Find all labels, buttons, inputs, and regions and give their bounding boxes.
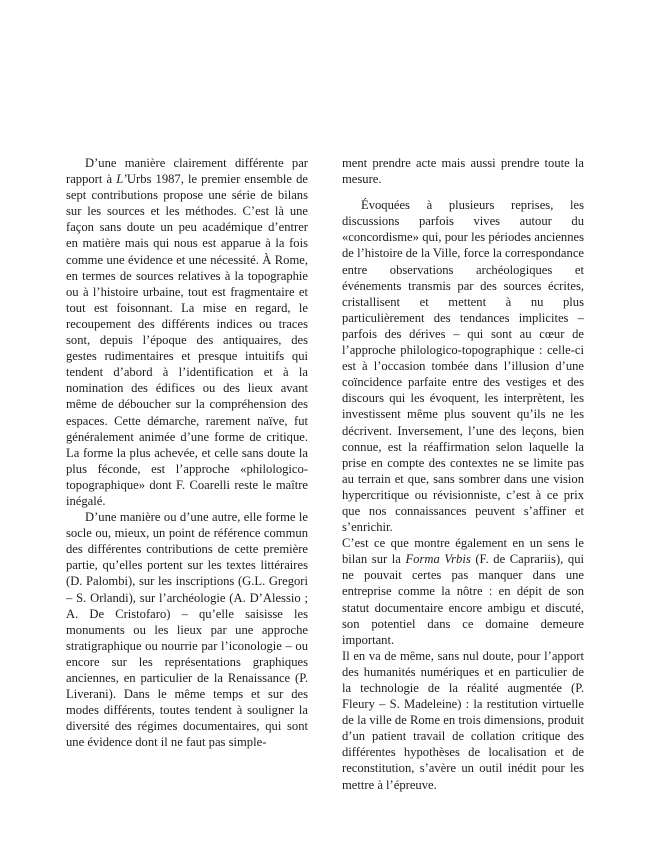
text-run: D’une manière clairement différente par rapport à [66, 156, 308, 187]
paragraph: Évoquées à plusieurs reprises, les discussions parfois vives autour du «concordisme» qui, pour les périodes anciennes de l’histoire de la Ville, force la correspondance entre observations archéologiques et événements transmis par des sources écrites, cristallisent et mettent à nu plus particulièrement des tendances implicites – parfois des dérives – qui sont au cœur de l’approche philologico-topographique : celle-ci est à l’occasion tombée dans l’illusion d’une coïncidence parfaite entre des vestiges et des discours qui les évoquent, les interprètent, les investissent même plus souvent qu’ils ne les décrivent. Inversement, l’une des leçons, bien connue, est la réaffirmation selon laquelle la prise en compte des contextes ne se limite pas au terrain et que, sans sombrer dans une vision hypercritique ou révisionniste, c’est à ce prix que nos connaissances peuvent s’affiner et s’enrichir. [342, 198, 584, 535]
text-run: Urbs 1987, le premier ensemble de sept contributions propose une série de bilans sur les sources et les méthodes. C’est là une façon sans doute un peu académique d’entrer en matière mais qui nous est apparue à la fois comme une évidence et une nécessité. À Rome, en termes de sources relatives à la topographie ou à l’histoire urbaine, tout est fragmentaire et tout est foisonnant. La mise en regard, le recoupement des différents indices ou traces sont, depuis l’époque des antiquaires, des gestes rudimentaires et presque intuitifs qui tendent d’abord à l’identification et à la nomination des édifices ou des lieux avant même de déboucher sur la compréhension des espaces. Cette démarche, rarement naïve, fut généralement animée d’une forme de critique. La forme la plus achevée, et celle sans doute la plus féconde, est l’approche «philologico-topographique» dont F. Coarelli reste le maître inégalé. [66, 172, 308, 508]
text-run: C’est ce que montre également en un sens le bilan sur la [342, 536, 584, 567]
paragraph: Il en va de même, sans nul doute, pour l’apport des humanités numériques et en particulier de la technologie de la réalité augmentée (P. Fleury – S. Madeleine) : la restitution virtuelle de la ville de Rome en trois dimensions, produit d’un patient travail de collation critique des différentes hypothèses de localisation et de reconstitution, s’avère un outil inédit pour les mettre à l’épreuve. [342, 648, 584, 792]
paragraph: D’une manière ou d’une autre, elle forme le socle ou, mieux, un point de référence commun des différentes contributions de cette première partie, qu’elles portent sur les textes littéraires (D. Palombi), sur les inscriptions (G.L. Gregori – S. Orlandi), sur l’archéologie (A. D’Alessio ; A. De Cristofaro) – qu’elle saisisse les monuments ou les lieux par une approche stratigraphique ou nourrie par l’iconologie – ou encore sur les représentations graphiques anciennes, en particulier de la Renaissance (P. Liverani). Dans le même temps et sur des modes différents, toutes tendent à souligner la diversité des régimes documentaires, qui sont une évidence dont il ne faut pas simple- [66, 510, 308, 750]
right-column [342, 155, 584, 793]
italic-text: L’ [116, 172, 127, 187]
paragraph [66, 155, 308, 509]
paragraph-continuation: ment prendre acte mais aussi prendre toute la mesure. [342, 156, 584, 187]
italic-text: Forma Vrbis [405, 552, 471, 567]
text-run: (F. de Caprariis), qui ne pouvait certes pas manquer dans une entreprise comme la nôtre : en dépit de son statut documentaire encore ambigu et discuté, son potentiel dans ce domaine demeure important. [342, 552, 584, 647]
paragraph [342, 535, 584, 648]
left-column [66, 155, 308, 750]
